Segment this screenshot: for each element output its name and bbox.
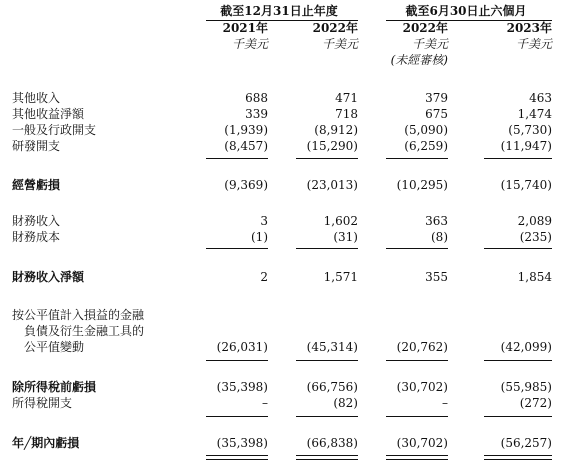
row-label-admin-expenses: 一般及行政開支 [12,123,97,137]
subtotal-rule [296,416,358,417]
cell: (55,985) [500,380,552,394]
row-label-other-gains: 其他收益淨額 [12,107,85,121]
cell: 363 [425,214,448,228]
cell: (6,259) [404,139,448,153]
cell: (1) [251,230,268,244]
row-label-fair-value-line2: 負債及衍生金融工具的 [24,324,145,338]
cell: (56,257) [500,436,552,450]
cell: (20,762) [396,340,448,354]
unit-2022-annual: 千美元 [321,37,358,51]
subtotal-rule [206,360,268,361]
cell: (1,939) [224,123,268,137]
cell: 339 [245,107,268,121]
cell: 471 [335,91,358,105]
cell: – [442,396,448,410]
row-label-loss-for-period: 年╱期內虧損 [12,436,80,450]
cell: (8) [431,230,448,244]
year-2021: 2021年 [222,21,268,35]
cell: (26,031) [216,340,268,354]
cell: (42,099) [500,340,552,354]
cell: (35,398) [216,436,268,450]
cell: (30,702) [396,380,448,394]
year-2023: 2023年 [506,21,552,35]
unit-2023: 千美元 [515,37,552,51]
subtotal-rule [206,416,268,417]
row-label-loss-before-tax: 除所得稅前虧損 [12,380,97,394]
subtotal-rule [386,360,448,361]
subtotal-rule [296,158,358,159]
cell: 3 [260,214,268,228]
row-label-fair-value-change: 公平值變動 [24,340,85,354]
cell: (66,756) [306,380,358,394]
row-label-fair-value-line1: 按公平值計入損益的金融 [12,308,145,322]
cell: (10,295) [396,178,448,192]
row-label-operating-loss: 經營虧損 [12,178,61,192]
subtotal-rule [386,416,448,417]
unaudited-note: (未經審核) [390,53,448,67]
cell: (23,013) [306,178,358,192]
subtotal-rule [484,360,552,361]
cell: (8,912) [314,123,358,137]
total-double-rule [296,455,358,460]
cell: 2,089 [517,214,552,228]
cell: (35,398) [216,380,268,394]
total-double-rule [206,455,268,460]
subtotal-rule [296,248,358,249]
row-label-finance-costs: 財務成本 [12,230,61,244]
cell: 1,854 [517,270,552,284]
header-group-interim: 截至6月30日止六個月 [405,4,527,18]
total-double-rule [484,455,552,460]
subtotal-rule [206,248,268,249]
total-double-rule [386,455,448,460]
year-2022-annual: 2022年 [312,21,358,35]
subtotal-rule [484,248,552,249]
cell: (11,947) [500,139,552,153]
header-group-annual: 截至12月31日止年度 [220,4,338,18]
cell: 675 [425,107,448,121]
cell: (30,702) [396,436,448,450]
subtotal-rule [484,416,552,417]
row-label-other-income: 其他收入 [12,91,61,105]
cell: 355 [425,270,448,284]
cell: (15,740) [500,178,552,192]
subtotal-rule [386,248,448,249]
cell: 1,474 [517,107,552,121]
cell: 2 [260,270,268,284]
cell: (5,090) [404,123,448,137]
cell: 718 [335,107,358,121]
row-label-net-finance-income: 財務收入淨額 [12,270,85,284]
cell: (15,290) [306,139,358,153]
cell: (8,457) [224,139,268,153]
subtotal-rule [296,360,358,361]
subtotal-rule [484,158,552,159]
row-label-income-tax: 所得稅開支 [12,396,73,410]
row-label-finance-income: 財務收入 [12,214,61,228]
cell: (9,369) [224,178,268,192]
cell: (5,730) [508,123,552,137]
cell: 463 [529,91,552,105]
cell: (235) [519,230,552,244]
unit-2022-interim: 千美元 [411,37,448,51]
subtotal-rule [386,158,448,159]
cell: – [262,396,268,410]
row-label-rnd-expenses: 研發開支 [12,139,61,153]
cell: 1,602 [323,214,358,228]
cell: (45,314) [306,340,358,354]
cell: (66,838) [306,436,358,450]
cell: 1,571 [323,270,358,284]
cell: (82) [333,396,358,410]
cell: (272) [519,396,552,410]
unit-2021: 千美元 [231,37,268,51]
cell: (31) [333,230,358,244]
cell: 688 [245,91,268,105]
cell: 379 [425,91,448,105]
subtotal-rule [206,158,268,159]
year-2022-interim: 2022年 [402,21,448,35]
